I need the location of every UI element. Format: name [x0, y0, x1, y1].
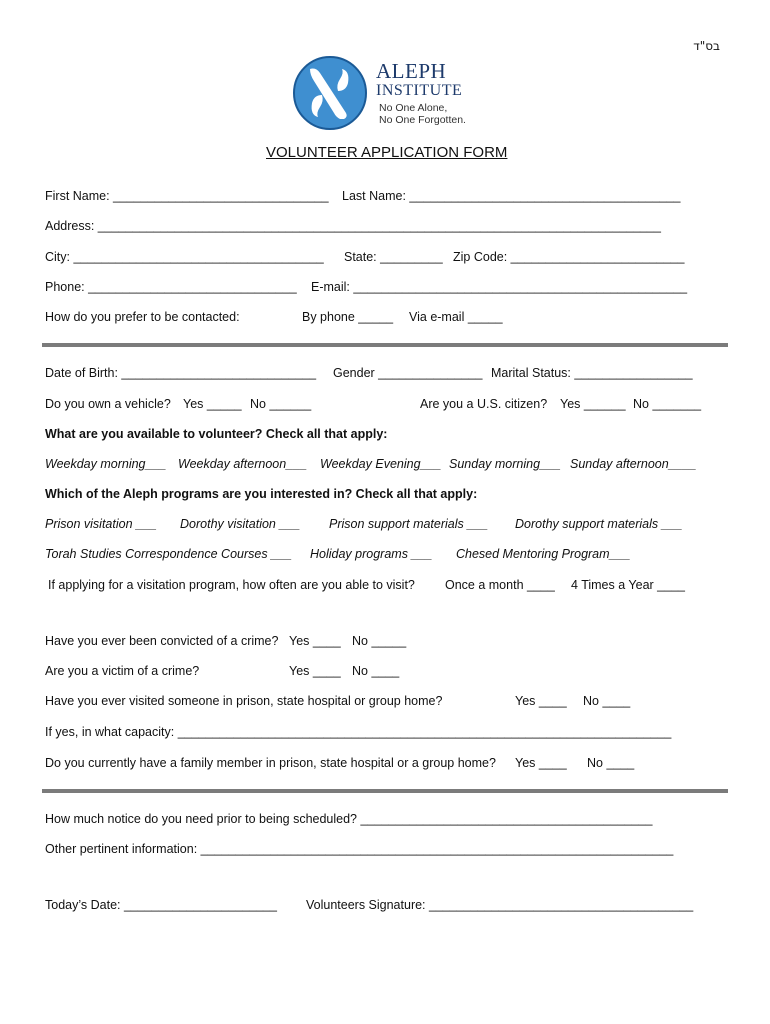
notice-field[interactable]: How much notice do you need prior to being scheduled? __________________________________________ [45, 812, 653, 826]
last-name-field[interactable]: Last Name: _______________________________________ [342, 189, 681, 203]
citizen-no-option[interactable]: No _______ [633, 397, 702, 411]
vehicle-yes-option[interactable]: Yes _____ [183, 397, 242, 411]
capacity-field[interactable]: If yes, in what capacity: _______________________________________________________________________ [45, 725, 672, 739]
visited-prison-question: Have you ever visited someone in prison, state hospital or group home? [45, 694, 443, 708]
family-yes-option[interactable]: Yes ____ [515, 756, 567, 770]
chesed-mentoring-option[interactable]: Chesed Mentoring Program___ [456, 547, 631, 561]
sunday-morning-option[interactable]: Sunday morning___ [449, 457, 561, 471]
convicted-no-option[interactable]: No _____ [352, 634, 407, 648]
aleph-logo-icon [292, 55, 368, 131]
bsd-mark: בס"ד [693, 39, 720, 53]
visit-four-times-year-option[interactable]: 4 Times a Year ____ [571, 578, 685, 592]
weekday-evening-option[interactable]: Weekday Evening___ [320, 457, 442, 471]
prison-support-materials-option[interactable]: Prison support materials ___ [329, 517, 489, 531]
state-field[interactable]: State: _________ [344, 250, 443, 264]
gender-field[interactable]: Gender _______________ [333, 366, 483, 380]
availability-heading: What are you available to volunteer? Check all that apply: [45, 427, 388, 441]
contact-by-phone-option[interactable]: By phone _____ [302, 310, 394, 324]
holiday-programs-option[interactable]: Holiday programs ___ [310, 547, 433, 561]
brand-name-line2: INSTITUTE [376, 82, 463, 99]
convicted-yes-option[interactable]: Yes ____ [289, 634, 341, 648]
phone-field[interactable]: Phone: ______________________________ [45, 280, 297, 294]
victim-yes-option[interactable]: Yes ____ [289, 664, 341, 678]
vehicle-question: Do you own a vehicle? [45, 397, 171, 411]
email-field[interactable]: E-mail: ________________________________________________ [311, 280, 688, 294]
tagline-line2: No One Forgotten. [379, 114, 466, 126]
weekday-morning-option[interactable]: Weekday morning___ [45, 457, 167, 471]
todays-date-field[interactable]: Today’s Date: ______________________ [45, 898, 277, 912]
signature-field[interactable]: Volunteers Signature: ______________________________________ [306, 898, 694, 912]
date-of-birth-field[interactable]: Date of Birth: ____________________________ [45, 366, 317, 380]
programs-heading: Which of the Aleph programs are you interested in? Check all that apply: [45, 487, 478, 501]
brand-name-line1: ALEPH [376, 59, 447, 83]
section-divider [42, 789, 728, 793]
dorothy-visitation-option[interactable]: Dorothy visitation ___ [180, 517, 301, 531]
dorothy-support-materials-option[interactable]: Dorothy support materials ___ [515, 517, 683, 531]
first-name-field[interactable]: First Name: _______________________________ [45, 189, 329, 203]
convicted-question: Have you ever been convicted of a crime? [45, 634, 279, 648]
visit-once-a-month-option[interactable]: Once a month ____ [445, 578, 555, 592]
victim-question: Are you a victim of a crime? [45, 664, 200, 678]
contact-via-email-option[interactable]: Via e-mail _____ [409, 310, 503, 324]
visit-frequency-question: If applying for a visitation program, how often are you able to visit? [48, 578, 415, 592]
citizen-question: Are you a U.S. citizen? [420, 397, 548, 411]
vehicle-no-option[interactable]: No ______ [250, 397, 312, 411]
victim-no-option[interactable]: No ____ [352, 664, 400, 678]
torah-studies-option[interactable]: Torah Studies Correspondence Courses ___ [45, 547, 292, 561]
address-field[interactable]: Address: _________________________________________________________________________________ [45, 219, 661, 233]
section-divider [42, 343, 728, 347]
form-title: VOLUNTEER APPLICATION FORM [266, 144, 508, 161]
contact-preference-label: How do you prefer to be contacted: [45, 310, 240, 324]
visited-no-option[interactable]: No ____ [583, 694, 631, 708]
zip-code-field[interactable]: Zip Code: _________________________ [453, 250, 685, 264]
tagline-line1: No One Alone, [379, 102, 448, 114]
other-info-field[interactable]: Other pertinent information: ____________________________________________________________________ [45, 842, 674, 856]
family-no-option[interactable]: No ____ [587, 756, 635, 770]
city-field[interactable]: City: ____________________________________ [45, 250, 324, 264]
marital-status-field[interactable]: Marital Status: _________________ [491, 366, 693, 380]
prison-visitation-option[interactable]: Prison visitation ___ [45, 517, 157, 531]
weekday-afternoon-option[interactable]: Weekday afternoon___ [178, 457, 308, 471]
citizen-yes-option[interactable]: Yes ______ [560, 397, 626, 411]
family-member-question: Do you currently have a family member in prison, state hospital or a group home? [45, 756, 496, 770]
visited-yes-option[interactable]: Yes ____ [515, 694, 567, 708]
sunday-afternoon-option[interactable]: Sunday afternoon____ [570, 457, 697, 471]
